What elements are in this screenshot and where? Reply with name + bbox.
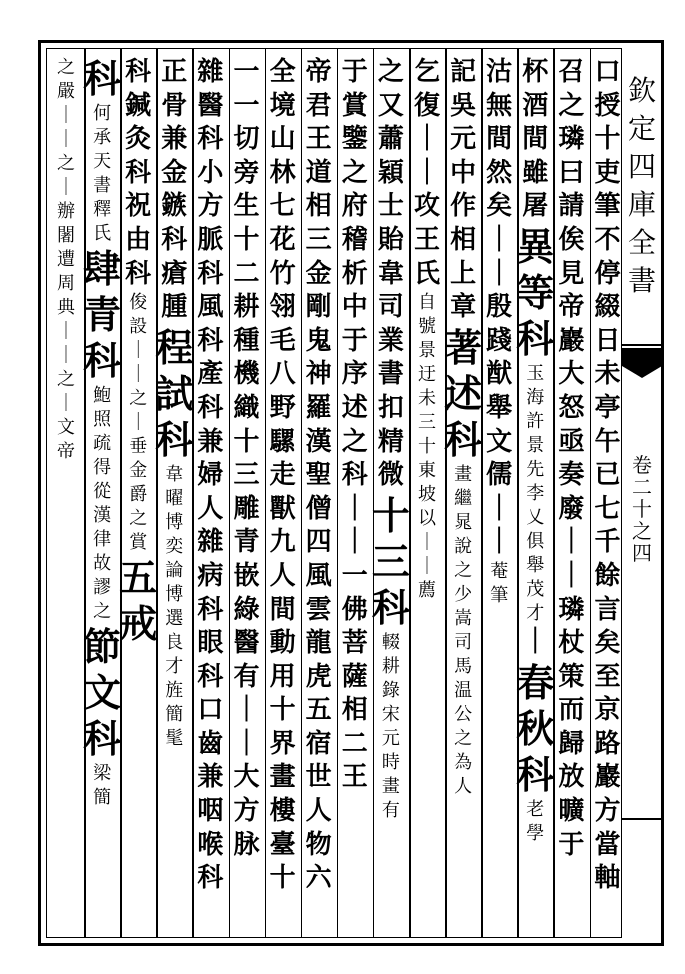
annotation-text: 玉海許景先李乂俱舉茂才 — [526, 362, 545, 624]
body-text: 雜醫科小方脈科風科產科兼婦人雜病科眼科口齒兼咽喉科 — [197, 57, 224, 894]
section-heading: 科 — [83, 56, 122, 101]
fishtail-mark — [622, 348, 662, 408]
section-heading: 十三科 — [371, 492, 410, 630]
body-text: 乞復｜｜攻王氏 — [413, 57, 440, 289]
body-text: 記吳元中作相上章 — [450, 57, 477, 323]
annotation-text: 自號景迂未三十東坡以｜｜薦 — [418, 292, 436, 602]
margin-title: 欽定四庫全書 — [627, 74, 656, 297]
text-column — [44, 56, 88, 932]
annotation-text: 老學 — [526, 798, 545, 844]
body-text: ｜｜一佛菩薩相二王 — [341, 493, 368, 793]
body-text: ｜ — [522, 626, 549, 657]
body-text: 杯酒間雖屠 — [522, 57, 549, 222]
section-heading: 異等科 — [516, 223, 555, 361]
section-heading: 春秋科 — [516, 659, 555, 797]
body-text: 于賞鑒之府稽析中于序述之科 — [341, 57, 368, 491]
body-text: 沽無間然矣 — [486, 57, 513, 222]
body-text: 正骨兼金鏃科瘡腫 — [161, 57, 188, 323]
section-heading: 肆青科 — [83, 246, 122, 383]
body-text: 一一切旁生十二耕種機織十三雕青嵌綠醫有｜｜大方脉 — [233, 57, 260, 860]
annotation-text: 何承天書釋氏 — [93, 103, 112, 244]
annotation-text: 韋曜博奕論博選良才旌簡髦 — [165, 463, 184, 749]
section-heading: 五戒 — [119, 555, 158, 647]
section-heading: 程試科 — [155, 324, 194, 462]
annotation-text: 文帝 — [57, 417, 75, 462]
body-text: 帝君王道相三金剛鬼神羅漢聖僧四風雲龍虎五宿世人物六 — [305, 57, 332, 894]
margin-strip — [622, 48, 662, 938]
annotation-text: 梁簡 — [93, 763, 112, 808]
body-text: 全境山林七花竹翎毛八野騾走獸九人間動用十界畫樓臺十 — [269, 57, 296, 894]
annotation-text: 俊設｜｜之｜垂金爵之賞 — [129, 292, 148, 554]
margin-juan: 卷二十之四 — [632, 453, 652, 565]
body-text: 口授十吏筆不停綴日未亭午已七千餘言矣至京路巖方當軸 — [594, 57, 621, 894]
annotation-text: 鮑照疏得從漢律故謬之 — [93, 385, 112, 622]
body-text: 科鍼灸科祝由科 — [125, 57, 152, 289]
annotation-text: 菴筆 — [490, 560, 509, 606]
margin-divider-lower — [622, 818, 662, 820]
annotation-text: 輟耕錄宋元時畫有 — [381, 631, 400, 821]
body-text: 之又蕭穎士貽韋司業書扣精微 — [377, 57, 404, 491]
annotation-text: 辦闍遭周典｜｜之｜ — [57, 201, 75, 414]
margin-divider — [622, 344, 662, 346]
body-text: 召之璘曰請俟見帝巖大怒亟奏廢｜｜璘杖策而歸放曠于 — [558, 57, 585, 860]
annotation-text: 畫繼晁說之少嵩司馬温公之為人 — [454, 463, 473, 797]
body-text: ｜｜殷踐猷舉文儒｜｜ — [486, 224, 513, 558]
annotation-text: 之嚴｜｜之｜ — [57, 57, 75, 198]
section-heading: 節文科 — [83, 624, 122, 761]
section-heading: 著述科 — [444, 324, 483, 462]
